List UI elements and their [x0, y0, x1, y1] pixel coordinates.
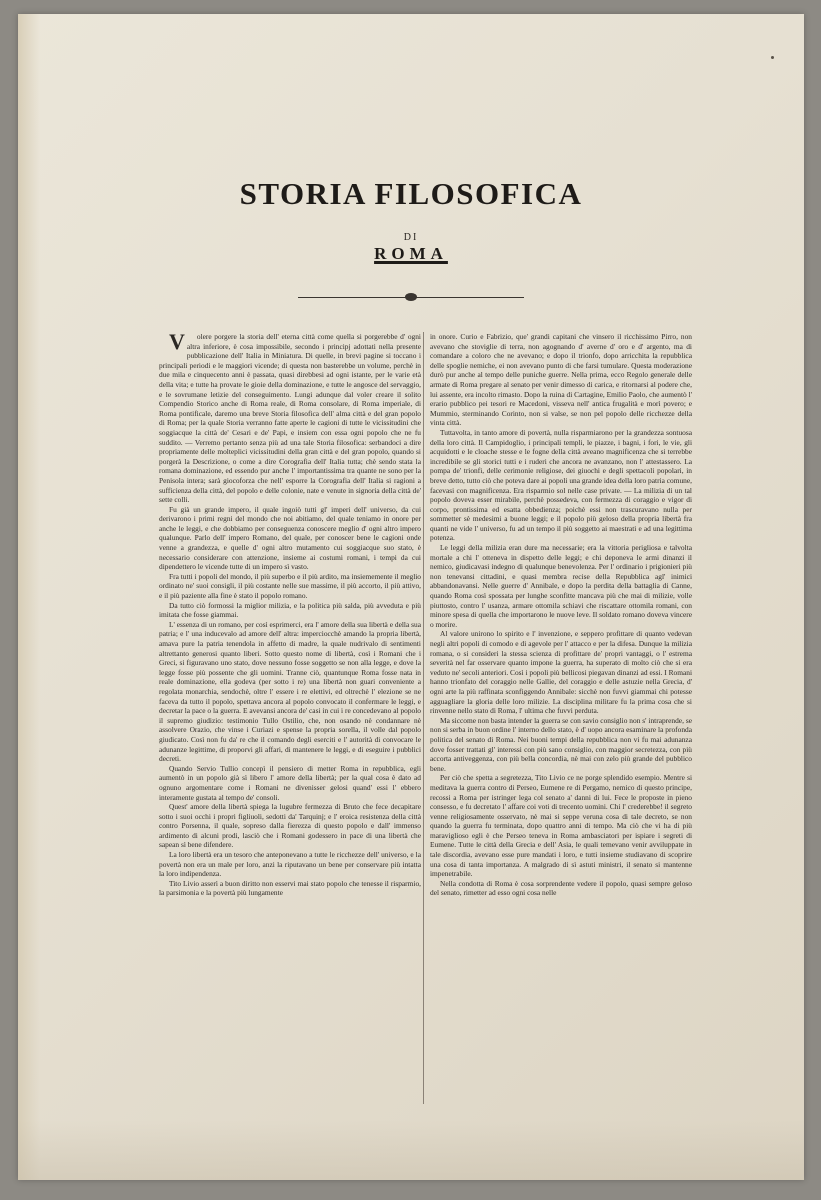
paragraph: Le leggi della milizia eran dure ma necessarie; era la vittoria perigliosa e talvolta mortale a chi l' otteneva in dispetto delle leggi; e chi deponeva le armi dinanzi il nemico, giudicavasi indegno di qualunque benevolenza. Per l' ordinario i prigionieri più non tenevansi cittadini, e quasi membra recise della Repubblica agl' inimici abbandonavansi. Nelle guerre d' Annibale, e dopo la perdita della battaglia di Canne, quando Roma così spossata per lunghe sconfitte mancava più che mai di milizie, volle piuttosto, contro l' usanza, armare ottomila schiavi che riscattare ottomila romani, con minore spesa di quella che importarono le nuove leve. Il soldato romano doveva vincere o morire. — [430, 543, 692, 629]
drop-cap: V — [169, 332, 185, 354]
text-column-left — [159, 332, 421, 1132]
paragraph: Nella condotta di Roma è cosa sorprendente vedere il popolo, quasi sempre geloso del senato, rimetter ad esso ogni cosa nelle — [430, 878, 692, 898]
paragraph: Tito Livio asserì a buon diritto non esservi mai stato popolo che tenesse il risparmio, la parsimonia e la povertà più lungamente — [159, 878, 421, 898]
paper-spot — [771, 56, 774, 59]
rule-ornament — [405, 293, 417, 301]
paragraph: in onore. Curio e Fabrizio, que' grandi capitani che vinsero il ricchissimo Pirro, non avevano che stoviglie di terra, non agognando d' averne d' oro e d' argento, ma di comandare a coloro che ne avevano; e dopo il trionfo, dopo arricchita la repubblica delle spoglie nemiche, ei non avevano punto di che farsi tumulare. Questa moderazione durò pur anche al tempo delle puniche guerre. Nella prima, ecco Regolo generale delle armate di Roma pregare al senato per venir dimesso di carica, e ritornarsi al podere che, lui assente, era incolto rimasto. Dopo la ruina di Cartagine, Emilio Paolo, che aumentò l' erario pubblico pei tesori re Macedoni, visseva nell' antica frugalità e morì povero; e Mummio, sterminando Corinto, non si valse, se non pel popolo delle ricchezze della vinta città. — [430, 332, 692, 428]
text-column-right — [430, 332, 692, 1132]
paragraph: L' essenza di un romano, per così esprimerci, era l' amore della sua libertà e della sua patria; e l' una inducevalo ad amore dell' altra: imperciocchè amando la propria libertà, amava pure la patria tenendola in affetto di madre, la quale nudrivalo di sentimenti altrettanto generosi quanto liberi. Sotto questo nome di libertà, così i Romani che i Greci, si figuravano uno stato, dove nessuno fosse soggetto se non alla legge, e dove la legge fosse più possente che gli uomini. Tranne ciò, quantunque Roma fosse nata in reale dominazione, ella godeva (per sotto i re) una libertà non guari conveniente a regolata monarchia, sendochè, oltre l' essere i re elettivi, ed oltrechè l' elezione se ne faceva da tutto il popolo, spettava ancora al popolo convocato il confermare le leggi, e decretar la pace o la guerra. E avevansi ancora de' casi in cui i re concedevano al popolo il supremo giudizio: testimonio Tullo Ostilio, che, non osando nè condannare nè assolvere Orazio, che vinse i Curiazi e spense la propria sorella, il volle dal popolo giudicato. Così non fu da' re che il comando degli eserciti e l' autorità di convocare le adunanze legittime, di proporvi gli affari, di mantenere le leggi, e di eseguire i pubblici decreti. — [159, 619, 421, 764]
paragraph: Da tutto ciò formossi la miglior milizia, e la politica più salda, più avveduta e più imitata che fosse giammai. — [159, 600, 421, 620]
paragraph: Quest' amore della libertà spiega la lugubre fermezza di Bruto che fece decapitare sotto i suoi occhi i propri figliuoli, sedotti da' Tarquinj; e l' eroica resistenza della città contro Porsenna, il quale, sopreso dalla fierezza di questo popolo e dall' immenso ardimento di alcuni prodi, lasciò che i Romani godessero in pace di una libertà che sapean sì bene difendere. — [159, 802, 421, 850]
document-page — [18, 14, 804, 1180]
paragraph: Al valore unirono lo spirito e l' invenzione, e seppero profittare di quanto vedevan negli altri popoli di comodo e di agevole per l' attacco e per la difesa. Dunque la milizia romana, o si consideri la stessa scienza di profittare de' propri vantaggi, o l' estrema severità nel far osservare quanto impone la guerra, ha superato di molto ciò che si era veduto ne' secoli anteriori. Così i popoli più bellicosi piegavan dinanzi ad essi. I Romani hanno trionfato del coraggio nelle Gallie, del coraggio e delle astuzie nella Grecia, d' ogni arte la più raffinata sconfiggendo Annibale: sicchè non fuvvi giammai chi potesse agguagliare la gloria delle loro milizie. La disciplina militare fu la prima cosa che si rinvenne nello stato di Roma, l' ultima che fuvvi perduta. — [430, 629, 692, 716]
column-divider — [423, 332, 424, 1104]
paragraph-text: olere porgere la storia dell' eterna città come quella si porgerebbe d' ogni altra inferiore, è cosa impossibile, secondo i principj adottati nella presente pubblicazione dell' Italia in Miniatura. Di quelle, in brevi pagine si toccano i principali periodi e le maggiori vicende; di questa non basterebbe un volume, perchè in due mila e cinquecento anni è passata, quasi direbbesi ad ogni istante, per le varie età della vita; e tutte ha provate le gioie della dominazione, e tutte le angosce del servaggio, e le sovrumane letizie del conseguimento. Lungi adunque dal voler creare il solito Compendio Storico anche di Roma reale, di Roma consolare, di Roma imperiale, di Roma pontificale, daremo una breve Storia filosofica dell' alma città e del gran popolo di Roma; per la quale Storia verranno fatte aperte le cagioni di tutte le vicissitudini che soggiacque la città de' Cesari e de' Papi, e insiem con essa ogni popolo che ne fu suddito. — Verremo pertanto senza più ad una tale Storia filosofica: serbandoci a dire propriamente delle molteplici vicissitudini della gran città e del gran popolo, quando si porgerà la Descrizione, o come a dire Corografia dell' Italia tutta; chè sendo stata la romana dominazione, ed essendo pur anche l' importantissima tra quante ne sono per la Penisola intera; sarà giocoforza che nell' esporre la Corografia dell' Italia si ragioni a sufficienza della città, del popolo e delle colonie, nate e venute in signoria della città de' sette colli. — [159, 332, 421, 505]
paragraph: Tuttavolta, in tanto amore di povertà, nulla risparmiarono per la grandezza sontuosa della loro città. Il Campidoglio, i principali templi, le piazze, i bagni, i fori, le vie, gli acquidotti e le cloache stesse e le fogne della città aveano magnificenza che si terrebbe incredibile se gli storici tutti e i ruderi che ancora ne avanzano, non l' attestassero. La pompa de' trionfi, delle cerimonie religiose, dei giuochi e degli spettacoli popolari, in breve detto, tutto ciò che poteva dare ai popoli una grande idea della loro patria comune, facevasi con magnificenza. Era risparmio sol nelle case private. — La milizia di un tal popolo doveva esser mirabile, perchè possedeva, con fermezza di coraggio e vigor di corpo, prontissima ed esatta obbedienza; poichè essi non trascuravano nulla per sommetter sè medesimi a buone leggi; e il popolo più geloso della propria libertà fra quanti ne vide l' universo, fu ad un tempo il più soggetto ai maestrati e ad una legittima potenza. — [430, 427, 692, 543]
paragraph: Per ciò che spetta a segretezza, Tito Livio ce ne porge splendido esempio. Mentre si meditava la guerra contro di Perseo, Eumene re di Pergamo, nemico di questo principe, recossi a Roma per istringer lega col senato a' danni di lui. Fece le proposte in pieno consesso, e fu decretato l' affare coi voti di trecento uomini. Chi l' crederebbe! il segreto venne religiosamente osservato, nè mai si seppe veruna cosa di tale decreto, se non quando la guerra fu terminata, dopo quattro anni di tempo. Ma ciò che vi ha di più maraviglioso egli è che Perseo teneva in Roma ambasciatori per ispiare i segreti di Eumene. Tutte le città della Grecia e dell' Asia, le quali temevano venir avviluppate in tale discordia, avevano esse pure mandati i loro, e tutti insieme studiavano di scoprire una cosa di tanta importanza. A malgrado di sì astuti ministri, il senato si mantenne impenetrabile. — [430, 773, 692, 879]
paragraph: Fra tutti i popoli del mondo, il più superbo e il più ardito, ma insiememente il meglio ordinato ne' suoi consigli, il più costante nelle sue massime, il più accorto, il più attivo, e il più paziente alla fine è stato il popolo romano. — [159, 571, 421, 601]
page-title: STORIA FILOSOFICA — [239, 176, 583, 211]
paragraph: Ma siccome non basta intender la guerra se con savio consiglio non s' intraprende, se non si serba in buon ordine l' interno dello stato, è d' uopo ancora esaminare la profonda politica del senato di Roma. Nei buoni tempi della repubblica non vi fu mai adunanza dove fosser trattati gl' interessi con più sano consiglio, con maggior secretezza, con più accorta antiveggenza, con più bella concordia, nè mai con zelo più grande del pubblico bene. — [430, 715, 692, 773]
title-connector: DI — [403, 232, 419, 243]
paragraph: Quando Servio Tullio concepì il pensiero di metter Roma in repubblica, egli aumentò in un popolo già sì libero l' amore della libertà; per la qual cosa è dato ad ognuno argomentare come i Romani ne divenisser gelosi quand' essi l' ebbero interamente gustata al tempo de' consoli. — [159, 763, 421, 802]
paragraph: La loro libertà era un tesoro che anteponevano a tutte le ricchezze dell' universo, e la povertà non era un male per loro, anzi la riputavano un bene per conservare più intatta la loro indipendenza. — [159, 850, 421, 879]
paragraph: Fu già un grande impero, il quale ingoiò tutti gl' imperi dell' universo, da cui derivarono i primi regni del mondo che noi abitiamo, del quale teniamo in onore per anche le leggi, e che dobbiamo per conseguenza conoscere meglio d' ogni altro impero qualunque. Parlo dell' impero Romano, del quale, per conoscer bene le cagioni onde venne a grandezza, e quelle d' ogni altro mutamento cui soggiacque suo stato, è necessario considerare con attenzione, insieme ai costumi romani, i tempi da cui dipendettero le vicende tutte di un impero sì vasto. — [159, 504, 421, 572]
paragraph — [159, 332, 421, 505]
page-subtitle: ROMA — [374, 244, 448, 263]
